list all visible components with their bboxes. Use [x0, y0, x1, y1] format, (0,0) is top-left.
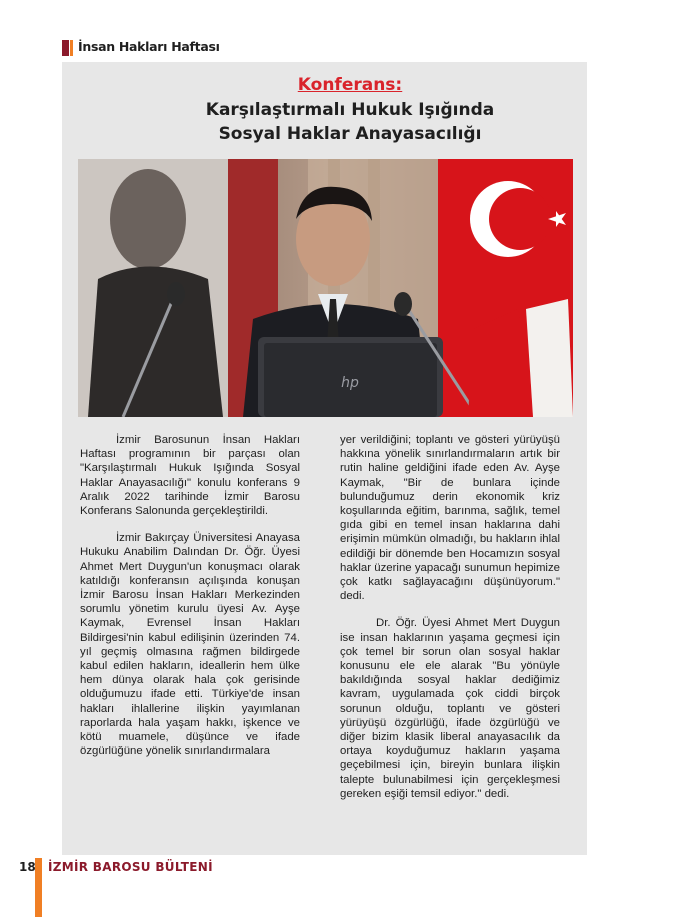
footer-accent-bar [35, 858, 42, 917]
paragraph: yer verildiğini; toplantı ve gösteri yürüyüşü hakkına yönelik sınırlandırmaların artık bir rutin haline geldiğini ifade eden Av. Ayşe Kaymak, "Bir de bunlara içinde bulunduğumuz derin ekonomik kriz koşullarında eğitim, barınma, sağlık, temel gıda gibi en temel insan haklarına dahi erişimin mümkün olmadığı, bu hakların ihlal edildiği bir dönemde ben Hocamızın sosyal haklar üzerine yapacağı sunumun hepimize çok katkı sağlayacağını düşünüyorum." dedi. [340, 434, 560, 603]
paragraph: İzmir Barosunun İnsan Hakları Haftası programının bir parçası olan "Karşılaştırmalı Hukuk Işığında Sosyal Haklar Anayasacılığı" konulu konferans 9 Aralık 2022 tarihinde İzmir Barosu Konferans Salonunda gerçekleştirildi. [80, 434, 300, 518]
section-title: İnsan Hakları Haftası [78, 39, 220, 54]
paragraph: İzmir Bakırçay Üniversitesi Anayasa Hukuku Anabilim Dalından Dr. Öğr. Üyesi Ahmet Mert Duygun'un konuşmacı olarak katıldığı konferansın açılışında konuşan İzmir Barosu İnsan Hakları Merkezinden sorumlu yönetim kurulu üyesi Av. Ayşe Kaymak, Evrensel İnsan Hakları Bildirgesi'nin kabul edilişinin üzerinden 74. yıl geçmiş olmasına rağmen bildirgede kabul edilen hakların, ideallerin hem ülke hem dünya olarak hala çok gerisinde olduğumuzu ifade etti. Türkiye'de insan hakları ihlallerine ilişkin yayımlanan raporlarda hala yaşam hakkı, işkence ve kötü muamele, düşünce ve ifade özgürlüğüne yönelik sınırlandırmalara [80, 532, 300, 758]
article-column-left [80, 433, 300, 771]
publication-name: İZMİR BAROSU BÜLTENİ [48, 860, 213, 874]
laptop-logo: hp [341, 375, 359, 391]
section-marker [62, 40, 69, 56]
section-marker-accent [70, 40, 73, 56]
article-photo [78, 159, 573, 417]
article-title-line1: Karşılaştırmalı Hukuk Işığında [205, 100, 495, 120]
page-number: 18 [19, 860, 36, 874]
article-title-line2: Sosyal Haklar Anayasacılığı [218, 124, 482, 144]
paragraph: Dr. Öğr. Üyesi Ahmet Mert Duygun ise insan haklarının yaşama geçmesi için çok temel bir sorun olan sosyal haklar konusunu ele ele alarak "Bu yönüyle bakıldığında sosyal haklar dediğimiz kavram, uygulamada çok ciddi birçok sorunun olduğu, toplantı ve gösteri yürüyüşü özgürlüğü, ifade özgürlüğü ve diğer bizim klasik liberal anayasacılık da ortaya koyduğumuz hakların yaşama geçebilmesi için, bireyin bunlara ilişkin talepte bulunabilmesi için gerçekleşmesi gereken eşiği temsil ediyor." dedi. [340, 617, 560, 800]
article-column-right [340, 433, 560, 814]
article-kicker: Konferans: [297, 75, 403, 95]
